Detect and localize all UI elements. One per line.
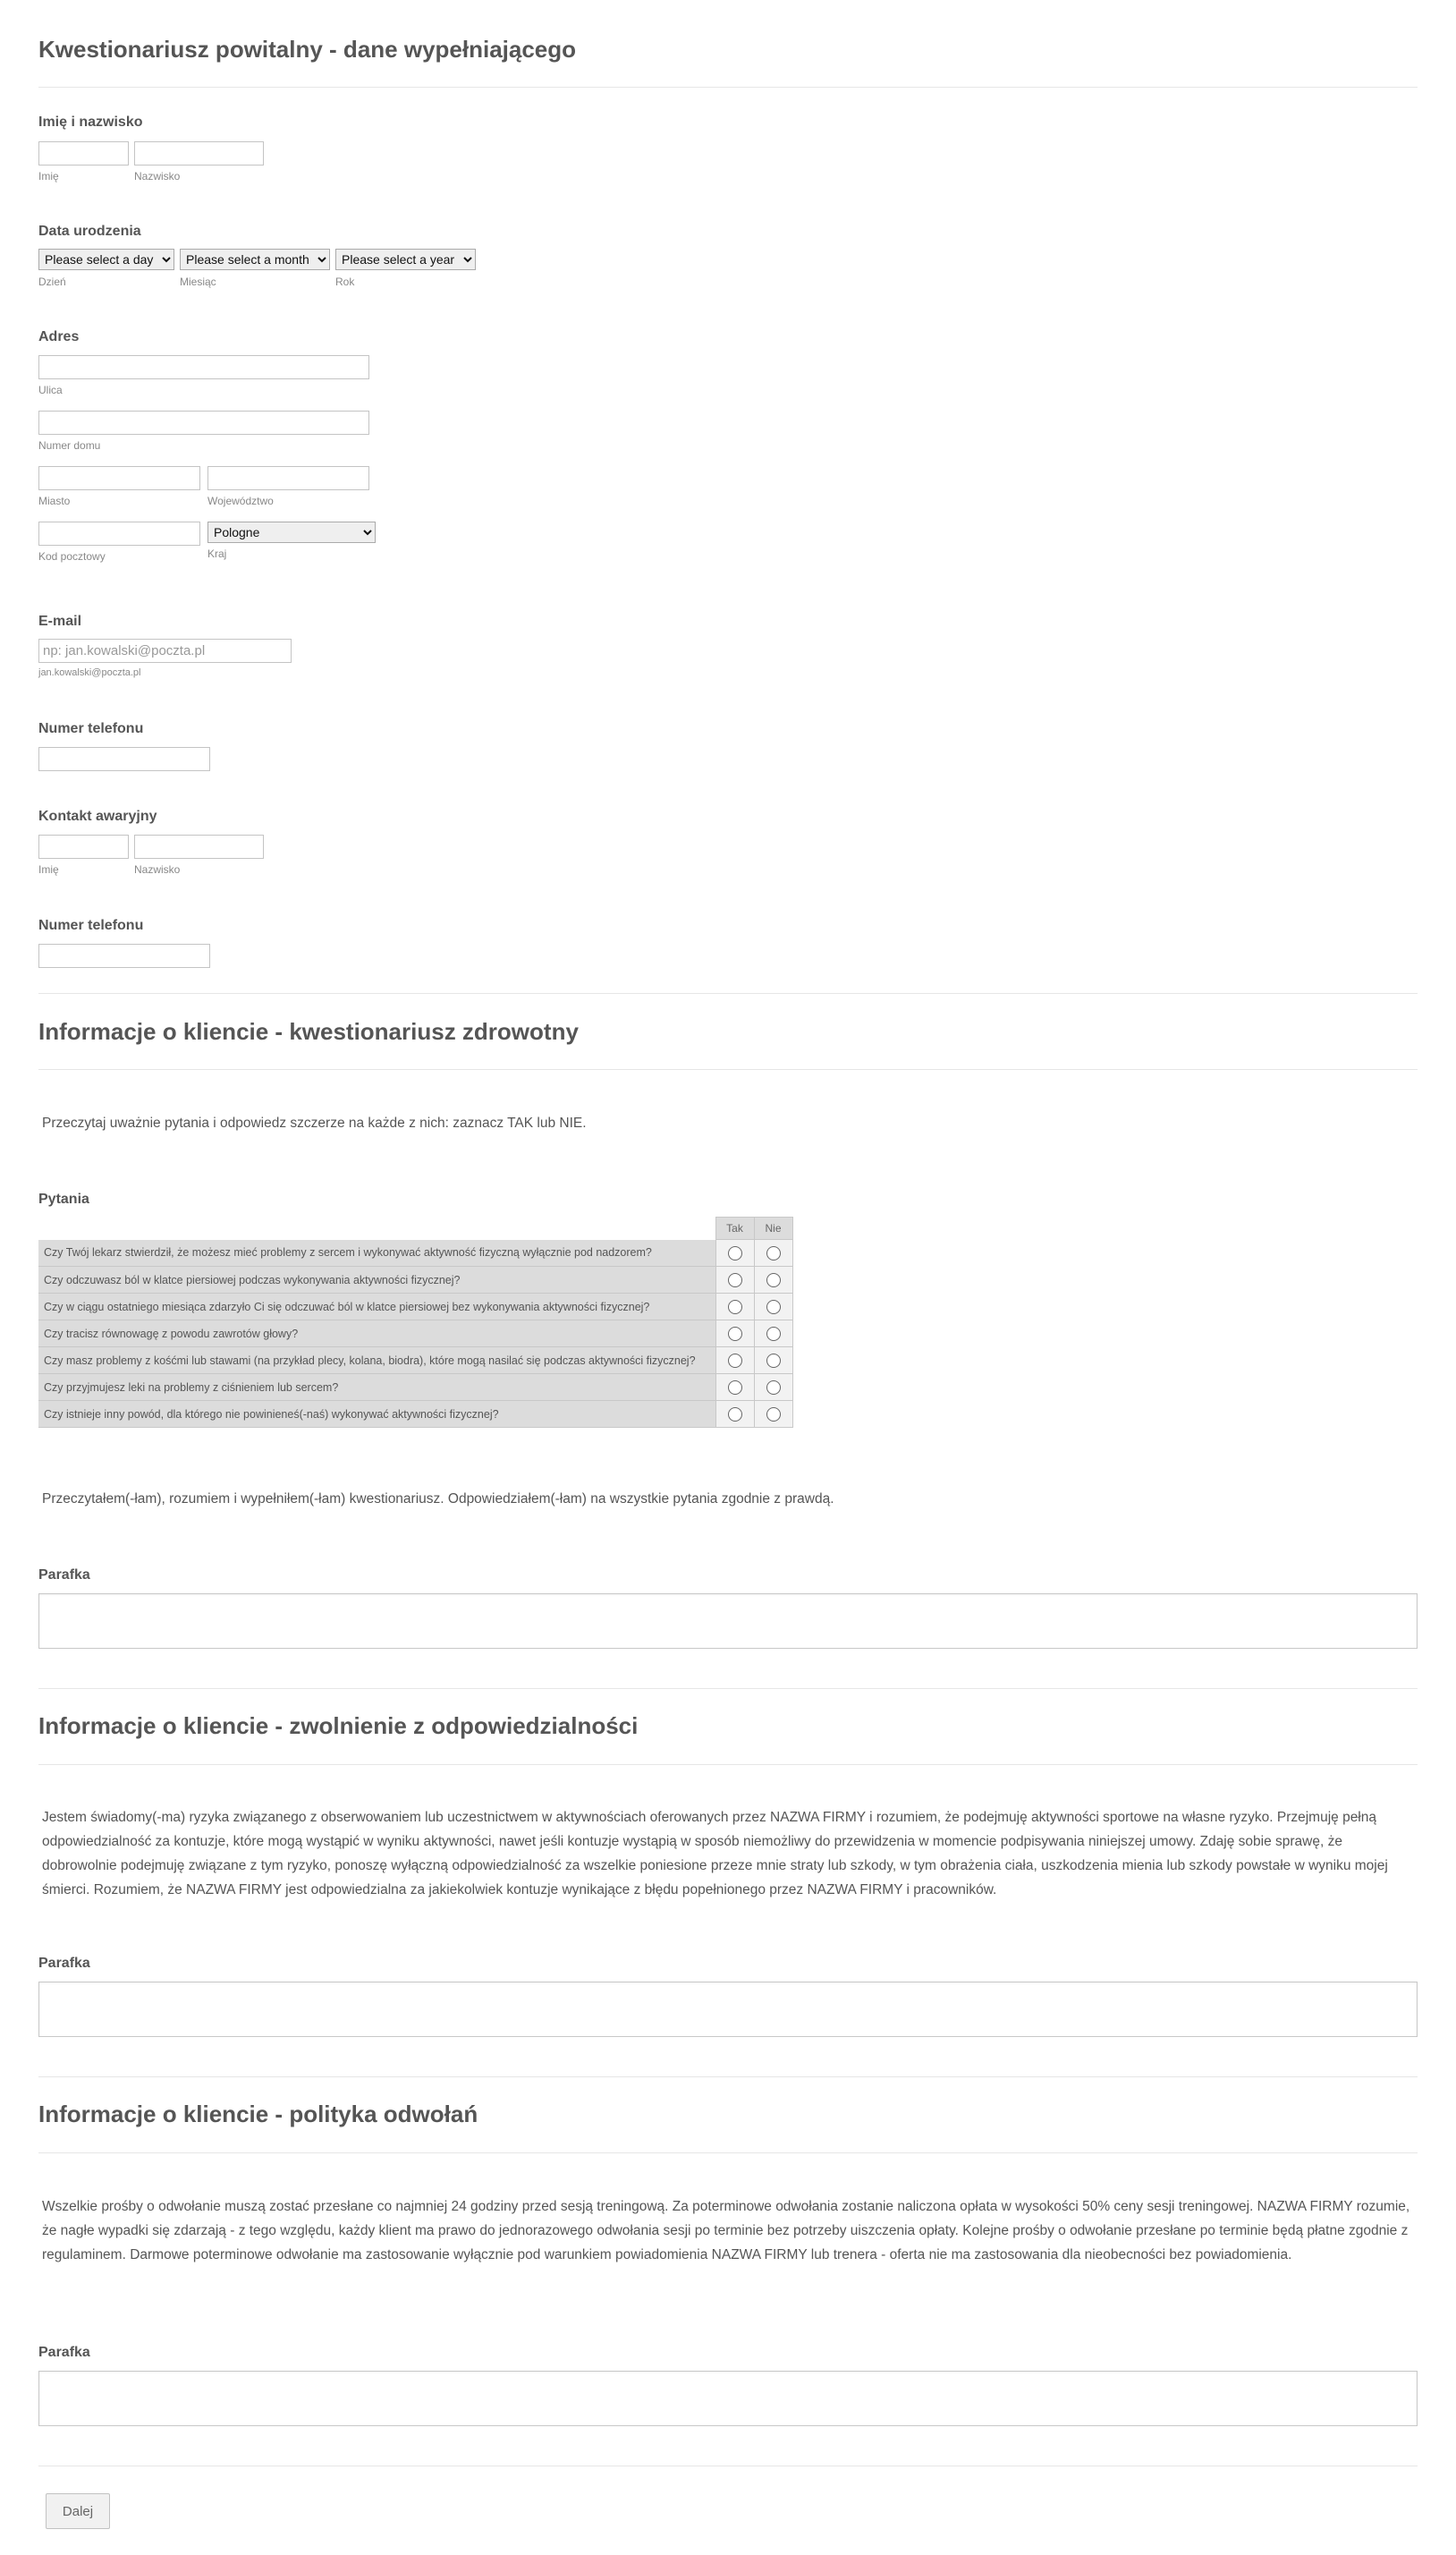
emergency-phone-input[interactable] — [38, 944, 210, 968]
birth-day-sublabel: Dzień — [38, 276, 66, 288]
radio-no[interactable] — [766, 1300, 781, 1314]
liability-section-title: Informacje o kliencie - zwolnienie z odpowiedzialności — [38, 1712, 639, 1739]
email-label: E-mail — [38, 614, 82, 629]
province-input[interactable] — [207, 466, 369, 490]
country-sublabel: Kraj — [207, 548, 227, 560]
emergency-first-name-sublabel: Imię — [38, 863, 59, 876]
radio-no[interactable] — [766, 1407, 781, 1422]
postal-code-sublabel: Kod pocztowy — [38, 550, 106, 563]
radio-no[interactable] — [766, 1273, 781, 1287]
question-text: Czy tracisz równowagę z powodu zawrotów głowy? — [38, 1320, 715, 1347]
question-text: Czy odczuwasz ból w klatce piersiowej podczas wykonywania aktywności fizycznej? — [38, 1267, 715, 1294]
city-sublabel: Miasto — [38, 495, 71, 507]
radio-yes[interactable] — [728, 1407, 742, 1422]
emergency-last-name-input[interactable] — [134, 835, 264, 859]
health-confirmation-text: Przeczytałem(-łam), rozumiem i wypełniłem(-łam) kwestionariusz. Odpowiedziałem(-łam) na wszystkie pytania zgodnie z prawdą. — [42, 1491, 834, 1507]
question-text: Czy w ciągu ostatniego miesiąca zdarzyło Ci się odczuwać ból w klatce piersiowej bez wykonywania aktywności fizycznej? — [38, 1294, 715, 1320]
last-name-sublabel: Nazwisko — [134, 170, 181, 182]
liability-text: Jestem świadomy(-ma) ryzyka związanego z obserwowaniem lub uczestnictwem w aktywnościach oferowanych przez NAZWA FIRMY i rozumiem, że podejmuję aktywności sportowe na własne ryzyko. Przejmuję pełną odpowiedzialność za kontuzje, które mogą wystąpić w wyniku aktywności, nawet jeśli kontuzje wystąpią w sposób niemożliwy do przewidzenia w momencie podpisywania niniejszej umowy. Zdaję sobie sprawę, że dobrowolnie podejmuję związane z tym ryzyko, ponoszę wyłączną odpowiedzialność za wszelkie poniesione przeze mnie straty lub szkody, w tym obrażenia ciała, uszkodzenia mienia lub szkody powstałe w wyniku mojej śmierci. Rozumiem, że NAZWA FIRMY jest odpowiedzialna za jakiekolwiek kontuzje wynikające z błędu popełnionego przez NAZWA FIRMY i pracowników. — [42, 1810, 1388, 1897]
question-row — [38, 1240, 792, 1267]
page-title: Kwestionariusz powitalny - dane wypełniającego — [38, 36, 577, 63]
health-initials-label: Parafka — [38, 1567, 90, 1583]
first-name-sublabel: Imię — [38, 170, 59, 182]
question-row — [38, 1347, 792, 1374]
birth-month-sublabel: Miesiąc — [180, 276, 216, 288]
radio-yes[interactable] — [728, 1300, 742, 1314]
question-row — [38, 1267, 792, 1294]
divider — [38, 87, 1418, 88]
divider — [38, 1764, 1418, 1765]
birth-year-select[interactable] — [335, 249, 476, 270]
last-name-input[interactable] — [134, 141, 264, 166]
first-name-input[interactable] — [38, 141, 129, 166]
divider — [38, 993, 1418, 994]
radio-yes[interactable] — [728, 1246, 742, 1261]
birth-month-select[interactable] — [180, 249, 330, 270]
country-select[interactable] — [207, 522, 376, 543]
radio-no[interactable] — [766, 1327, 781, 1341]
question-row — [38, 1374, 792, 1401]
column-header-yes: Tak — [715, 1218, 754, 1240]
city-input[interactable] — [38, 466, 200, 490]
divider — [38, 1069, 1418, 1070]
question-row — [38, 1320, 792, 1347]
health-questions-matrix — [38, 1217, 793, 1428]
cancellation-initials-label: Parafka — [38, 2345, 90, 2360]
radio-yes[interactable] — [728, 1354, 742, 1368]
column-header-no: Nie — [754, 1218, 792, 1240]
emergency-last-name-sublabel: Nazwisko — [134, 863, 181, 876]
question-row — [38, 1401, 792, 1428]
emergency-first-name-input[interactable] — [38, 835, 129, 859]
question-text: Czy istnieje inny powód, dla którego nie powinieneś(-naś) wykonywać aktywności fizycznej? — [38, 1401, 715, 1428]
house-number-input[interactable] — [38, 411, 369, 435]
street-input[interactable] — [38, 355, 369, 379]
birth-year-sublabel: Rok — [335, 276, 355, 288]
radio-no[interactable] — [766, 1380, 781, 1395]
postal-code-input[interactable] — [38, 522, 200, 546]
email-sublabel: jan.kowalski@poczta.pl — [38, 667, 141, 678]
question-text: Czy masz problemy z kośćmi lub stawami (na przykład plecy, kolana, biodra), które mogą nasilać się podczas aktywności fizycznej? — [38, 1347, 715, 1374]
next-button[interactable]: Dalej — [46, 2493, 110, 2529]
name-label: Imię i nazwisko — [38, 115, 143, 130]
divider — [38, 1688, 1418, 1689]
divider — [38, 2076, 1418, 2077]
health-section-title: Informacje o kliencie - kwestionariusz zdrowotny — [38, 1018, 579, 1045]
emergency-contact-label: Kontakt awaryjny — [38, 809, 157, 824]
cancellation-text: Wszelkie prośby o odwołanie muszą zostać przesłane co najmniej 24 godziny przed sesją treningową. Za poterminowe odwołania zostanie naliczona opłata w wysokości 50% ceny sesji treningowej. NAZWA FIRMY rozumie, że nagłe wypadki się zdarzają - z tego względu, każdy klient ma prawo do jednorazowego odwołania sesji po terminie bez potrzeby uiszczenia opłaty. Kolejne prośby o odwołanie przesłane po terminie będą płatne zgodnie z regulaminem. Darmowe poterminowe odwołanie ma zastosowanie wyłącznie pod warunkiem powiadomienia NAZWA FIRMY lub trenera - oferta nie ma zastosowania dla nieobecności bez powiadomienia. — [42, 2199, 1410, 2262]
emergency-phone-label: Numer telefonu — [38, 918, 144, 933]
health-initials-signature-pad[interactable] — [38, 1593, 1418, 1649]
cancellation-section-title: Informacje o kliencie - polityka odwołań — [38, 2101, 478, 2127]
question-text: Czy Twój lekarz stwierdził, że możesz mieć problemy z sercem i wykonywać aktywność fizyczną wyłącznie pod nadzorem? — [38, 1240, 715, 1267]
phone-label: Numer telefonu — [38, 721, 144, 736]
health-intro-text: Przeczytaj uważnie pytania i odpowiedz szczerze na każde z nich: zaznacz TAK lub NIE. — [42, 1116, 587, 1131]
radio-yes[interactable] — [728, 1273, 742, 1287]
liability-initials-signature-pad[interactable] — [38, 1982, 1418, 2037]
radio-no[interactable] — [766, 1246, 781, 1261]
question-row — [38, 1294, 792, 1320]
street-sublabel: Ulica — [38, 384, 63, 396]
address-label: Adres — [38, 329, 80, 344]
house-number-sublabel: Numer domu — [38, 439, 101, 452]
divider — [38, 2152, 1418, 2153]
liability-initials-label: Parafka — [38, 1956, 90, 1971]
birthdate-label: Data urodzenia — [38, 224, 141, 239]
radio-no[interactable] — [766, 1354, 781, 1368]
province-sublabel: Województwo — [207, 495, 274, 507]
radio-yes[interactable] — [728, 1327, 742, 1341]
radio-yes[interactable] — [728, 1380, 742, 1395]
cancellation-initials-signature-pad[interactable] — [38, 2371, 1418, 2426]
question-text: Czy przyjmujesz leki na problemy z ciśnieniem lub sercem? — [38, 1374, 715, 1401]
questions-label: Pytania — [38, 1192, 89, 1207]
birth-day-select[interactable] — [38, 249, 174, 270]
phone-input[interactable] — [38, 747, 210, 771]
email-input[interactable] — [38, 639, 292, 663]
